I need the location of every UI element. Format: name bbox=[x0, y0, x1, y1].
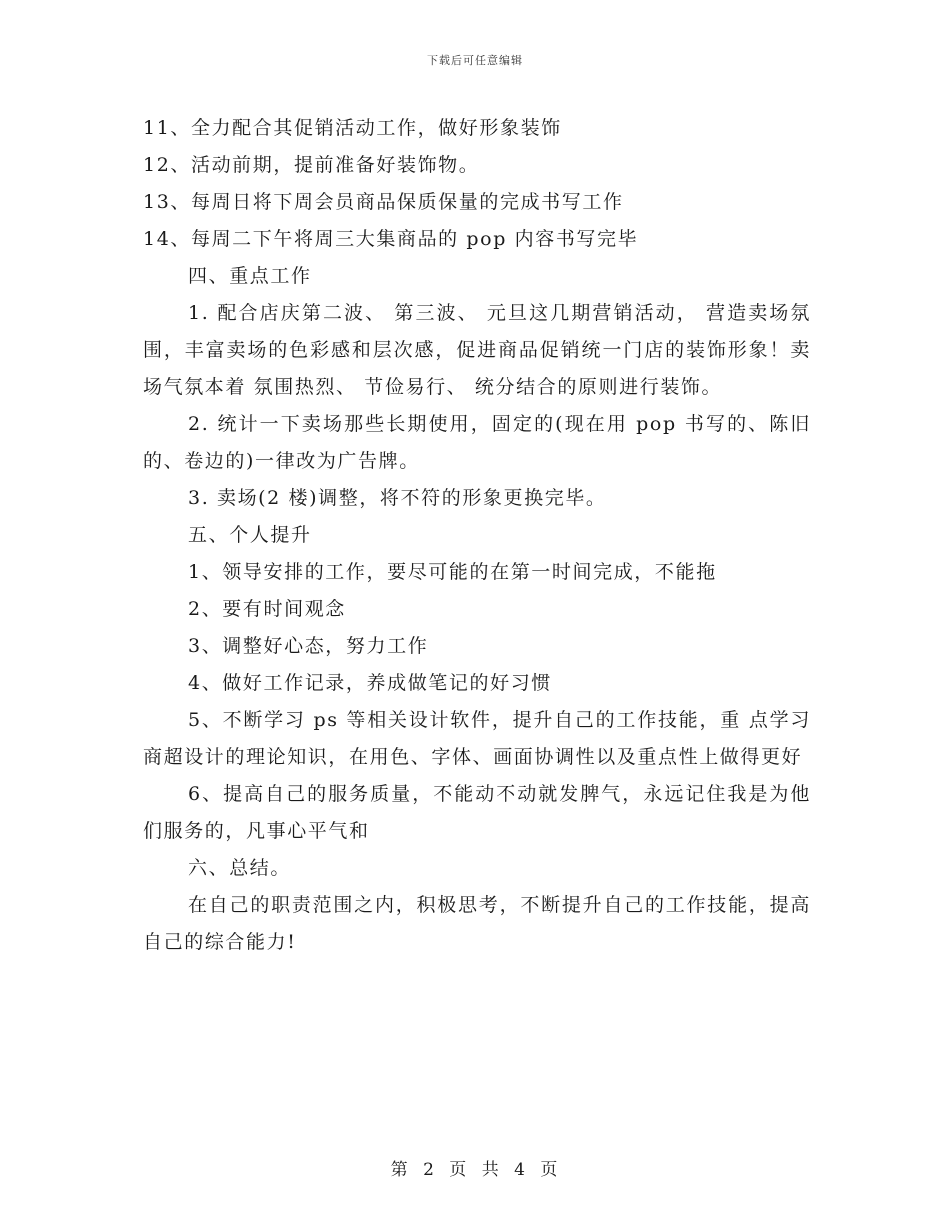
paragraph: 在自己的职责范围之内，积极思考，不断提升自己的工作技能，提高自己的综合能力! bbox=[143, 894, 811, 953]
list-item: 14、每周二下午将周三大集商品的 pop 内容书写完毕 bbox=[143, 228, 639, 250]
list-item: 13、每周日将下周会员商品保质保量的完成书写工作 bbox=[143, 191, 624, 213]
paragraph: 3. 卖场(2 楼)调整，将不符的形象更换完毕。 bbox=[188, 487, 607, 509]
section-heading: 四、重点工作 bbox=[188, 265, 312, 287]
section-heading: 六、总结。 bbox=[188, 857, 292, 879]
section-heading: 五、个人提升 bbox=[188, 524, 312, 546]
list-item: 2、要有时间观念 bbox=[188, 598, 346, 620]
page-footer bbox=[0, 1155, 950, 1180]
paragraph: 2. 统计一下卖场那些长期使用，固定的(现在用 pop 书写的、陈旧的、卷边的)一律改为广告牌。 bbox=[143, 413, 811, 472]
footer-total-word: 共 bbox=[481, 1160, 501, 1180]
current-page-number: 2 bbox=[423, 1160, 436, 1180]
document-body bbox=[143, 110, 811, 961]
footer-page-word: 页 bbox=[449, 1160, 469, 1180]
list-item: 11、全力配合其促销活动工作，做好形象装饰 bbox=[143, 117, 562, 139]
list-item: 12、活动前期，提前准备好装饰物。 bbox=[143, 154, 480, 176]
list-item: 4、做好工作记录，养成做笔记的好习惯 bbox=[188, 672, 552, 694]
paragraph: 1. 配合店庆第二波、 第三波、 元旦这几期营销活动， 营造卖场氛围，丰富卖场的色彩感和层次感，促进商品促销统一门店的装饰形象！卖场气氛本着 氛围热烈、 节俭易行、 统分结合的原则进行装饰。 bbox=[143, 302, 811, 398]
page-header-note: 下载后可任意编辑 bbox=[427, 54, 523, 67]
list-item: 3、调整好心态，努力工作 bbox=[188, 635, 429, 657]
paragraph: 5、不断学习 ps 等相关设计软件，提升自己的工作技能，重 点学习商超设计的理论知识，在用色、字体、画面协调性以及重点性上做得更好 bbox=[143, 709, 811, 768]
paragraph: 6、提高自己的服务质量，不能动不动就发脾气，永远记住我是为他们服务的，凡事心平气和 bbox=[143, 783, 811, 842]
total-page-count: 4 bbox=[514, 1160, 527, 1180]
footer-suffix: 页 bbox=[540, 1160, 560, 1180]
list-item: 1、领导安排的工作，要尽可能的在第一时间完成，不能拖 bbox=[188, 561, 717, 583]
footer-prefix: 第 bbox=[390, 1160, 410, 1180]
